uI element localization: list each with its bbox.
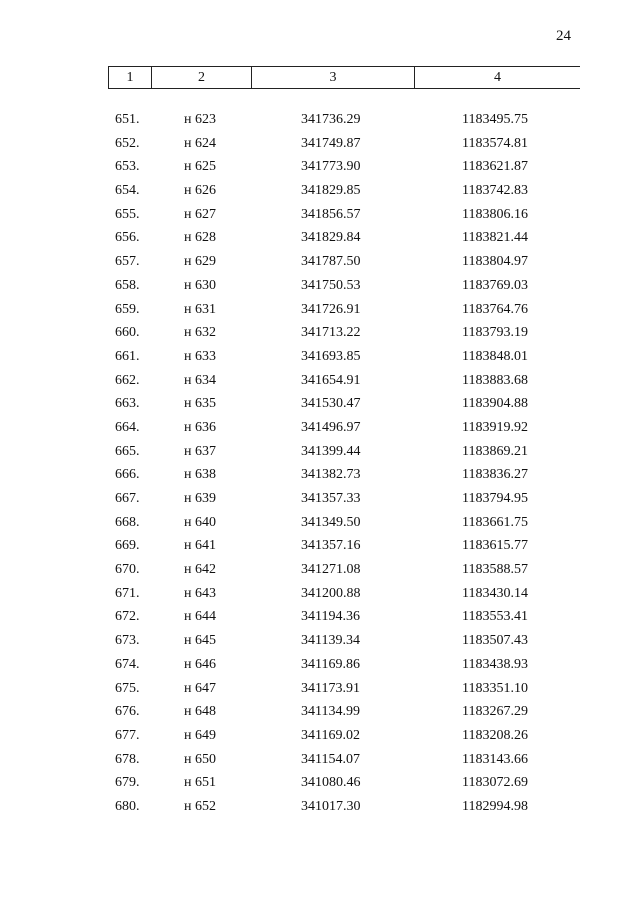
table-row — [0, 724, 639, 748]
row-number: 652. — [115, 135, 140, 151]
coord-y: 1183495.75 — [462, 112, 528, 127]
table-row — [0, 203, 639, 227]
coord-x: 341139.34 — [301, 633, 360, 649]
coord-y: 1183430.14 — [462, 585, 528, 601]
header-col-4: 4 — [494, 69, 501, 85]
coord-x: 341713.22 — [301, 325, 361, 341]
page-number: 24 — [556, 28, 571, 44]
row-number: 667. — [115, 491, 140, 506]
point-id: н 645 — [184, 633, 216, 649]
coord-x: 341736.29 — [301, 112, 361, 127]
row-number: 664. — [115, 419, 140, 435]
point-id: н 627 — [184, 206, 216, 222]
table-row — [0, 771, 639, 795]
coord-y: 1183804.97 — [462, 254, 528, 270]
point-id: н 630 — [184, 277, 216, 293]
header-col-3: 3 — [252, 67, 415, 88]
coord-y: 1183661.75 — [462, 514, 528, 530]
coord-y: 1183143.66 — [462, 751, 528, 767]
coord-x: 341357.33 — [301, 491, 361, 506]
coord-y: 1183764.76 — [462, 301, 528, 317]
row-number: 670. — [115, 562, 140, 578]
point-id: н 636 — [184, 419, 216, 435]
point-id: н 640 — [184, 514, 216, 530]
table-header — [108, 66, 580, 89]
coord-x: 341134.99 — [301, 704, 360, 720]
point-id: н 626 — [184, 183, 216, 199]
row-number: 676. — [115, 704, 140, 720]
row-number: 656. — [115, 230, 140, 246]
point-id: н 639 — [184, 491, 216, 506]
row-number: 669. — [115, 538, 140, 554]
table-row — [0, 298, 639, 322]
point-id: н 647 — [184, 680, 216, 696]
coord-x: 341829.84 — [301, 230, 361, 246]
header-col-1: 1 — [108, 67, 152, 88]
coord-x: 341080.46 — [301, 775, 361, 791]
table-row — [0, 748, 639, 772]
point-id: н 637 — [184, 443, 216, 459]
row-number: 653. — [115, 159, 140, 175]
coord-x: 341399.44 — [301, 443, 361, 459]
table-row — [0, 534, 639, 558]
coord-x: 341169.86 — [301, 656, 360, 672]
row-number: 671. — [115, 585, 140, 601]
table-row — [0, 463, 639, 487]
table-row — [0, 274, 639, 298]
point-id: н 624 — [184, 135, 216, 151]
coord-x: 341829.85 — [301, 183, 361, 199]
coord-x: 341726.91 — [301, 301, 361, 317]
coord-y: 1183793.19 — [462, 325, 528, 341]
point-id: н 632 — [184, 325, 216, 341]
table-row — [0, 345, 639, 369]
table-row — [0, 416, 639, 440]
table-row — [0, 511, 639, 535]
point-id: н 649 — [184, 727, 216, 743]
row-number: 679. — [115, 775, 140, 791]
coord-y: 1183588.57 — [462, 562, 528, 578]
table-row — [0, 392, 639, 416]
row-number: 675. — [115, 680, 140, 696]
coord-x: 341693.85 — [301, 348, 361, 364]
point-id: н 629 — [184, 254, 216, 270]
row-number: 655. — [115, 206, 140, 222]
coord-y: 1183848.01 — [462, 348, 528, 364]
coord-x: 341496.97 — [301, 419, 361, 435]
coord-x: 341194.36 — [301, 609, 360, 625]
coord-y: 1183438.93 — [462, 656, 528, 672]
coord-x: 341349.50 — [301, 514, 361, 530]
row-number: 663. — [115, 396, 140, 412]
table-row — [0, 677, 639, 701]
coord-x: 341017.30 — [301, 798, 361, 814]
coord-x: 341856.57 — [301, 206, 361, 222]
table-row — [0, 108, 639, 132]
coord-x: 341382.73 — [301, 467, 361, 483]
point-id: н 648 — [184, 704, 216, 720]
table-row — [0, 155, 639, 179]
coord-x: 341173.91 — [301, 680, 360, 696]
coord-x: 341787.50 — [301, 254, 361, 270]
coord-y: 1183615.77 — [462, 538, 528, 554]
row-number: 661. — [115, 348, 140, 364]
coord-y: 1183742.83 — [462, 183, 528, 199]
table-row — [0, 250, 639, 274]
coord-x: 341749.87 — [301, 135, 361, 151]
coordinates-table-body — [0, 108, 639, 819]
coord-x: 341530.47 — [301, 396, 361, 412]
point-id: н 646 — [184, 656, 216, 672]
table-row — [0, 369, 639, 393]
row-number: 657. — [115, 254, 140, 270]
table-row — [0, 605, 639, 629]
row-number: 665. — [115, 443, 140, 459]
point-id: н 634 — [184, 372, 216, 388]
header-col-2: 2 — [152, 67, 252, 88]
point-id: н 651 — [184, 775, 216, 791]
table-row — [0, 132, 639, 156]
coord-y: 1183794.95 — [462, 491, 528, 506]
point-id: н 652 — [184, 798, 216, 814]
table-row — [0, 629, 639, 653]
row-number: 678. — [115, 751, 140, 767]
coord-y: 1183267.29 — [462, 704, 528, 720]
coord-y: 1183821.44 — [462, 230, 528, 246]
coord-y: 1183574.81 — [462, 135, 528, 151]
point-id: н 635 — [184, 396, 216, 412]
row-number: 660. — [115, 325, 140, 341]
table-row — [0, 179, 639, 203]
table-row — [0, 226, 639, 250]
coord-y: 1183351.10 — [462, 680, 528, 696]
table-row — [0, 653, 639, 677]
table-row — [0, 700, 639, 724]
point-id: н 643 — [184, 585, 216, 601]
coord-y: 1183208.26 — [462, 727, 528, 743]
coord-y: 1183507.43 — [462, 633, 528, 649]
coord-y: 1183869.21 — [462, 443, 528, 459]
point-id: н 628 — [184, 230, 216, 246]
table-row — [0, 795, 639, 819]
table-row — [0, 440, 639, 464]
point-id: н 623 — [184, 112, 216, 127]
coord-x: 341200.88 — [301, 585, 361, 601]
coord-x: 341357.16 — [301, 538, 361, 554]
row-number: 659. — [115, 301, 140, 317]
row-number: 680. — [115, 798, 140, 814]
point-id: н 641 — [184, 538, 216, 554]
coord-x: 341750.53 — [301, 277, 361, 293]
table-row — [0, 582, 639, 606]
point-id: н 638 — [184, 467, 216, 483]
coord-y: 1183806.16 — [462, 206, 528, 222]
row-number: 677. — [115, 727, 140, 743]
point-id: н 642 — [184, 562, 216, 578]
coord-y: 1183836.27 — [462, 467, 528, 483]
point-id: н 650 — [184, 751, 216, 767]
row-number: 666. — [115, 467, 140, 483]
coord-x: 341773.90 — [301, 159, 361, 175]
point-id: н 644 — [184, 609, 216, 625]
row-number: 662. — [115, 372, 140, 388]
coord-x: 341654.91 — [301, 372, 361, 388]
row-number: 654. — [115, 183, 140, 199]
coord-y: 1183904.88 — [462, 396, 528, 412]
coord-y: 1183769.03 — [462, 277, 528, 293]
coord-x: 341154.07 — [301, 751, 360, 767]
coord-y: 1183072.69 — [462, 775, 528, 791]
coord-y: 1183621.87 — [462, 159, 528, 175]
table-row — [0, 558, 639, 582]
table-row — [0, 487, 639, 511]
row-number: 668. — [115, 514, 140, 530]
point-id: н 633 — [184, 348, 216, 364]
coord-y: 1183919.92 — [462, 419, 528, 435]
row-number: 651. — [115, 112, 140, 127]
row-number: 672. — [115, 609, 140, 625]
coord-x: 341271.08 — [301, 562, 361, 578]
coord-y: 1182994.98 — [462, 798, 528, 814]
point-id: н 625 — [184, 159, 216, 175]
coord-y: 1183553.41 — [462, 609, 528, 625]
row-number: 674. — [115, 656, 140, 672]
coord-y: 1183883.68 — [462, 372, 528, 388]
row-number: 658. — [115, 277, 140, 293]
table-row — [0, 321, 639, 345]
row-number: 673. — [115, 633, 140, 649]
coord-x: 341169.02 — [301, 727, 360, 743]
point-id: н 631 — [184, 301, 216, 317]
